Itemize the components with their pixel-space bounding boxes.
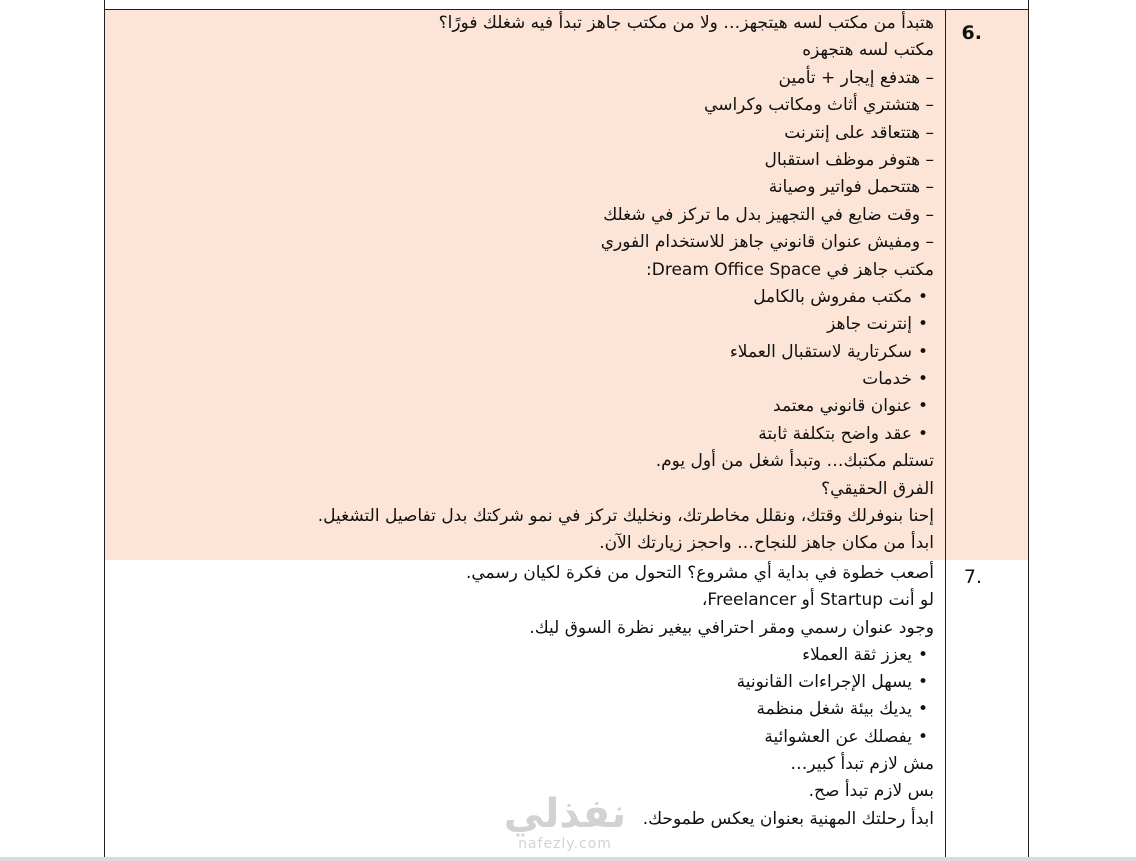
question-line: هتبدأ من مكتب لسه هيتجهز… ولا من مكتب جاهز تبدأ فيه شغلك فورًا؟ — [438, 13, 934, 33]
text-line: الفرق الحقيقي؟ — [821, 478, 934, 499]
watermark-latin: nafezly.com — [518, 836, 612, 852]
table-row — [105, 9, 1028, 561]
document-table — [104, 0, 1029, 861]
row-number: 7. — [963, 566, 982, 588]
text-line: بس لازم تبدأ صح. — [808, 781, 934, 802]
bullet-item — [174, 421, 934, 448]
dash-item: – وقت ضايع في التجهيز بدل ما تركز في شغلك — [603, 204, 934, 225]
bullet-text: يديك بيئة شغل منظمة — [756, 699, 912, 720]
content-cell — [174, 10, 934, 558]
text-line: إحنا بنوفرلك وقتك، ونقلل مخاطرتك، ونخليك تركز في نمو شركتك بدل تفاصيل التشغيل. — [317, 506, 934, 527]
content-cell — [174, 560, 934, 833]
row-number: 6. — [961, 22, 982, 44]
bullet-item — [174, 339, 934, 366]
dash-item: – هتشتري أثاث ومكاتب وكراسي — [704, 95, 934, 116]
bullet-text: عنوان قانوني معتمد — [773, 396, 912, 417]
text-line: ابدأ رحلتك المهنية بعنوان يعكس طموحك. — [642, 808, 934, 829]
bullet-text: خدمات — [862, 369, 912, 390]
bullet-text: يسهل الإجراءات القانونية — [736, 672, 912, 693]
number-cell — [945, 560, 1028, 861]
bullet-item — [174, 284, 934, 311]
dash-item: – هتتعاقد على إنترنت — [784, 122, 934, 143]
table-row — [105, 560, 1028, 861]
bullet-item — [174, 696, 934, 723]
bullet-item — [174, 366, 934, 393]
bullet-item — [174, 669, 934, 696]
page-bottom-edge — [0, 857, 1136, 861]
text-line: تستلم مكتبك… وتبدأ شغل من أول يوم. — [655, 451, 934, 472]
bullet-text: يفصلك عن العشوائية — [764, 726, 912, 747]
text-line: مش لازم تبدأ كبير… — [790, 754, 934, 775]
question-line: أصعب خطوة في بداية أي مشروع؟ التحول من فكرة لكيان رسمي. — [465, 563, 934, 583]
bullet-item — [174, 311, 934, 338]
text-line: لو أنت Startup أو Freelancer، — [701, 590, 934, 611]
bullet-text: يعزز ثقة العملاء — [802, 644, 912, 665]
bullet-item — [174, 724, 934, 751]
dash-item: – هتتحمل فواتير وصيانة — [768, 177, 934, 198]
bullet-text: مكتب مفروش بالكامل — [753, 286, 912, 307]
text-line: وجود عنوان رسمي ومقر احترافي بيغير نظرة السوق ليك. — [529, 617, 934, 638]
dash-item: – ومفيش عنوان قانوني جاهز للاستخدام الفوري — [600, 232, 934, 253]
text-line: مكتب لسه هتجهزه — [802, 40, 934, 61]
dash-item: – هتوفر موظف استقبال — [764, 149, 934, 170]
bullet-text: عقد واضح بتكلفة ثابتة — [758, 423, 912, 444]
bullet-item — [174, 642, 934, 669]
text-line: ابدأ من مكان جاهز للنجاح… واحجز زيارتك الآن. — [599, 533, 934, 554]
bullet-text: سكرتارية لاستقبال العملاء — [729, 341, 912, 362]
watermark-arabic: نفذلي — [503, 791, 627, 837]
text-line: مكتب جاهز في Dream Office Space: — [646, 259, 934, 280]
number-cell — [945, 10, 1028, 560]
bullet-item — [174, 393, 934, 420]
bullet-text: إنترنت جاهز — [827, 314, 912, 335]
dash-item: – هتدفع إيجار + تأمين — [778, 67, 934, 88]
